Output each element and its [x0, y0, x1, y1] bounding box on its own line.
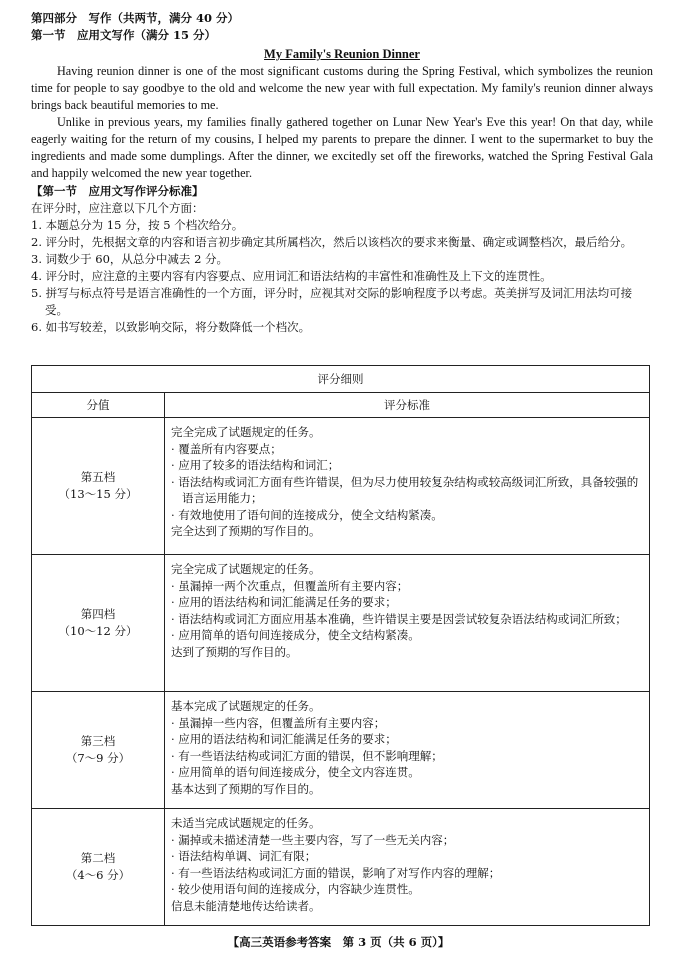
band-3-bullet-2: · 应用的语法结构和词汇能满足任务的要求；	[171, 732, 397, 746]
band-3-bullet-1: · 虽漏掉一些内容，但覆盖所有主要内容；	[171, 715, 386, 730]
band-row-2	[32, 809, 650, 926]
band-5-bullet-4: · 有效地使用了语句间的连接成分，使全文结构紧凑。	[171, 507, 443, 522]
band-4-bullet-2: · 应用的语法结构和词汇能满足任务的要求；	[171, 595, 397, 609]
band-2-description	[165, 809, 650, 926]
band-4-name: 第四档	[80, 607, 116, 621]
criteria-item-4: 4. 评分时，应注意的主要内容有内容要点、应用词汇和语法结构的丰富性和准确性及上下文的连贯性。	[31, 269, 552, 283]
band-5-label	[32, 418, 165, 555]
band-5-bullet-3: · 语法结构或词汇方面有些许错误，但为尽力使用较复杂结构或较高级词汇所致，具备较强的语言运用能力；	[171, 474, 639, 505]
section-heading: 第一节 应用文写作（满分 15 分）	[31, 28, 217, 42]
band-4-range: （10～12 分）	[58, 624, 138, 638]
band-row-4	[32, 555, 650, 692]
table-title: 评分细则	[32, 366, 650, 393]
column-header-standard: 评分标准	[165, 393, 650, 418]
band-4-bullet-4: · 应用简单的语句间连接成分，使全文结构紧凑。	[171, 628, 420, 642]
band-4-bullet-1: · 虽漏掉一两个次重点，但覆盖所有主要内容；	[171, 578, 409, 593]
band-2-bullet-1: · 漏掉或未描述清楚一些主要内容，写了一些无关内容；	[171, 832, 455, 847]
band-2-end: 信息未能清楚地传达给读者。	[171, 898, 321, 913]
band-2-bullet-3: · 有一些语法结构或词汇方面的错误，影响了对写作内容的理解；	[171, 865, 501, 880]
band-5-description	[165, 418, 650, 555]
criteria-item-3: 3. 词数少于 60，从总分中减去 2 分。	[31, 252, 229, 266]
band-2-bullet-2: · 语法结构单调、词汇有限；	[171, 849, 317, 863]
band-5-name: 第五档	[80, 470, 116, 484]
band-5-end: 完全达到了预期的写作目的。	[171, 524, 321, 538]
criteria-item-1: 1. 本题总分为 15 分，按 5 个档次给分。	[31, 218, 244, 232]
band-2-name: 第二档	[80, 851, 116, 865]
band-4-end: 达到了预期的写作目的。	[171, 644, 298, 659]
essay-paragraph-1: Having reunion dinner is one of the most significant customs during the Spring Festival, which symbolizes the reunion time for people to say goodbye to the old and welcome the new year with full expectation. My family's reunion dinner always brings back beautiful memories to me.	[31, 64, 653, 112]
column-header-score: 分值	[32, 393, 165, 418]
page-footer: 【高三英语参考答案 第 3 页（共 6 页）】	[227, 935, 450, 949]
band-2-range: （4～6 分）	[65, 868, 131, 882]
band-3-label	[32, 692, 165, 809]
criteria-item-5: 5. 拼写与标点符号是语言准确性的一个方面，评分时，应视其对交际的影响程度予以考虑。英美拼写及词汇用法均可接受。	[31, 286, 633, 317]
essay-paragraph-2: Unlike in previous years, my families finally gathered together on Lunar New Year's Eve this year! On that day, while eagerly waiting for the return of my cousins, I helped my parents to prepare the dinner. I went to the supermarket to buy the ingredients and made some dumplings. After the dinner, we excitedly set off the fireworks, watched the Spring Festival Gala and happily welcomed the new year together.	[31, 115, 653, 180]
band-5-bullet-2: · 应用了较多的语法结构和词汇；	[171, 458, 340, 472]
band-2-bullet-4: · 较少使用语句间的连接成分，内容缺少连贯性。	[171, 882, 420, 896]
band-row-5	[32, 418, 650, 555]
band-3-name: 第三档	[80, 734, 116, 748]
criteria-item-6: 6. 如书写较差，以致影响交际，将分数降低一个档次。	[31, 320, 311, 334]
band-2-lead: 未适当完成试题规定的任务。	[171, 816, 321, 830]
band-4-description	[165, 555, 650, 692]
band-3-lead: 基本完成了试题规定的任务。	[171, 699, 321, 713]
part-heading: 第四部分 写作（共两节，满分 40 分）	[31, 11, 240, 25]
band-3-bullet-4: · 应用简单的语句间连接成分，使全文内容连贯。	[171, 765, 420, 779]
band-4-lead: 完全完成了试题规定的任务。	[171, 562, 321, 576]
criteria-item-2: 2. 评分时，先根据文章的内容和语言初步确定其所属档次，然后以该档次的要求来衡量、确定或调整档次，最后给分。	[31, 235, 633, 249]
band-3-bullet-3: · 有一些语法结构或词汇方面的错误，但不影响理解；	[171, 748, 443, 763]
band-5-lead: 完全完成了试题规定的任务。	[171, 425, 321, 439]
band-3-range: （7～9 分）	[65, 751, 131, 765]
band-3-end: 基本达到了预期的写作目的。	[171, 781, 321, 796]
essay-title: My Family's Reunion Dinner	[264, 47, 420, 61]
criteria-title: 【第一节 应用文写作评分标准】	[31, 184, 204, 198]
band-3-description	[165, 692, 650, 809]
band-5-bullet-1: · 覆盖所有内容要点；	[171, 441, 282, 456]
band-2-label	[32, 809, 165, 926]
band-4-label	[32, 555, 165, 692]
band-5-range: （13～15 分）	[58, 487, 138, 501]
grading-table	[31, 365, 650, 926]
criteria-intro: 在评分时，应注意以下几个方面：	[31, 201, 204, 215]
band-4-bullet-3: · 语法结构或词汇方面应用基本准确，些许错误主要是因尝试较复杂语法结构或词汇所致；	[171, 611, 627, 626]
band-row-3	[32, 692, 650, 809]
